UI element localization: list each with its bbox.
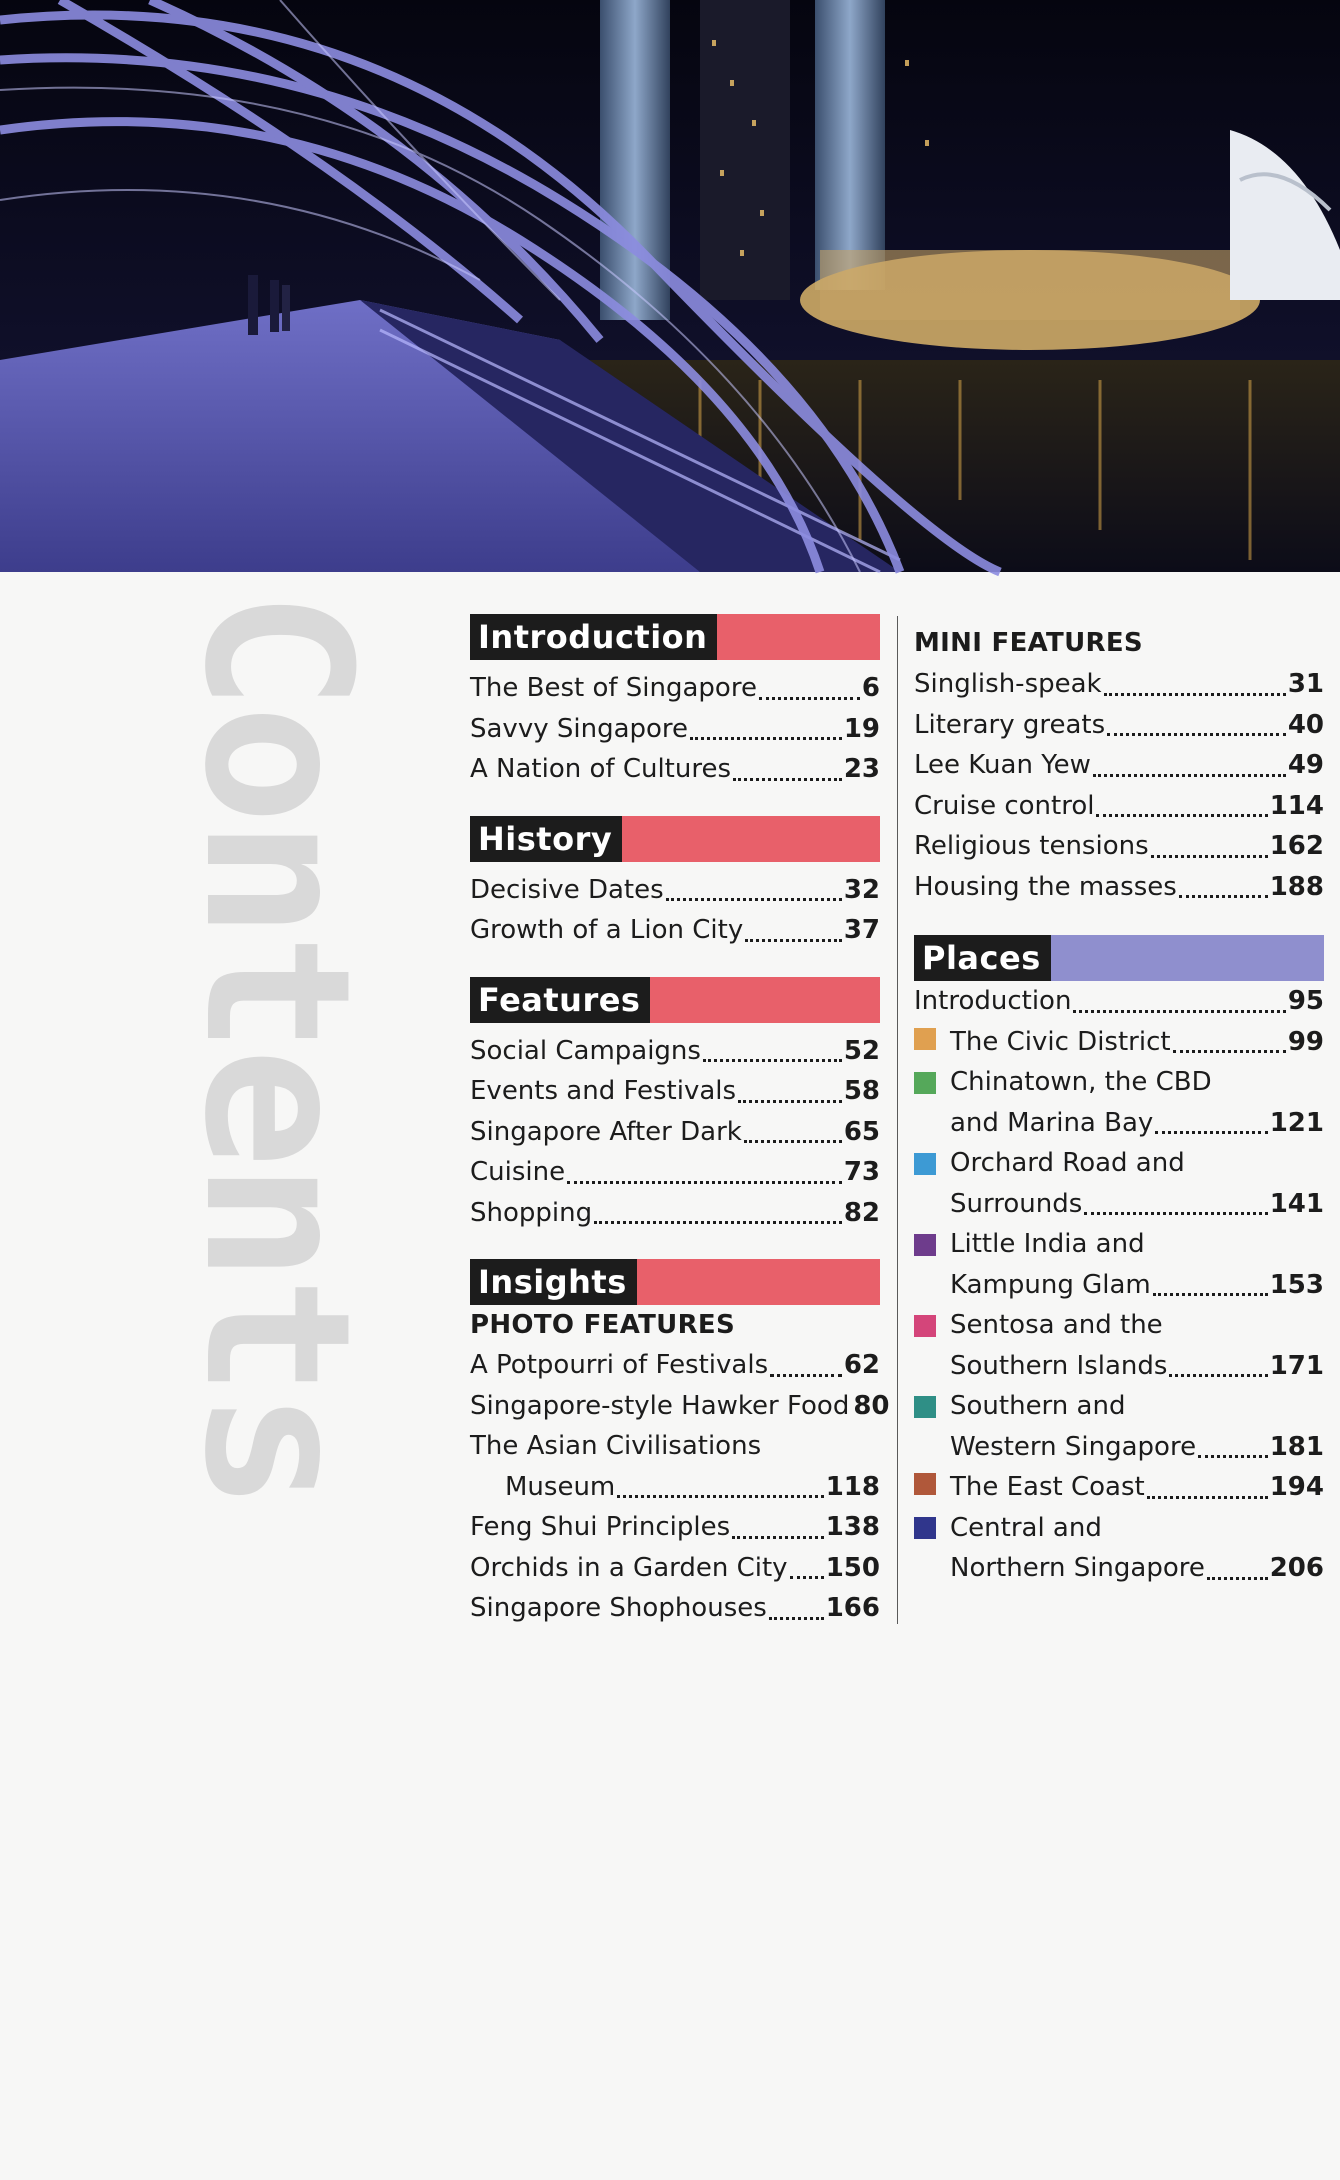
toc-entry[interactable] [470,1386,890,1427]
entry-title: Religious tensions [914,831,1149,861]
page-number: 194 [1269,1472,1324,1502]
toc-entry-line1[interactable]: The Asian Civilisations [470,1431,762,1461]
toc-entry[interactable] [470,1031,880,1072]
section-places [914,935,1324,1589]
contents-title-text: Contents [160,590,393,1506]
toc-entry-place-line2[interactable] [914,1265,1324,1306]
entry-title: Growth of a Lion City [470,915,744,945]
section-title: Places [914,935,1051,981]
leader-dots [567,1181,842,1184]
entry-title: Orchard Road and [950,1148,1185,1178]
page-number: 65 [843,1116,880,1147]
toc-entry[interactable] [914,826,1324,867]
toc-entry[interactable] [470,870,880,911]
toc-entry[interactable] [914,867,1324,908]
section-history [470,816,880,951]
toc-entry-place-line1[interactable] [914,1508,1324,1549]
leader-dots [1104,693,1286,696]
region-color-swatch [914,1234,936,1256]
entry-title: Sentosa and the [950,1310,1163,1340]
entry-title: Surrounds [950,1188,1083,1219]
toc-entry-place-line1[interactable] [914,1224,1324,1265]
mini-features-subhead: MINI FEATURES [914,628,1143,658]
entry-title: Events and Festivals [470,1076,737,1106]
page-number: 80 [853,1390,890,1421]
leader-dots [732,1536,824,1539]
page-number: 181 [1269,1431,1324,1462]
entry-title: Western Singapore [950,1431,1197,1462]
entry-title: The Civic District [950,1026,1171,1057]
entry-title: Southern and [950,1391,1126,1421]
leader-dots [1169,1374,1267,1377]
toc-entry[interactable] [914,981,1324,1022]
section-introduction [470,614,880,790]
leader-dots [1107,733,1286,736]
page-number: 37 [843,915,880,945]
entry-title: Housing the masses [914,871,1177,902]
entry-title: Lee Kuan Yew [914,750,1091,780]
toc-entry-continuation[interactable] [470,1467,880,1508]
entry-title: Singlish-speak [914,669,1102,699]
contents-vertical-title [160,590,393,1506]
section-header-introduction [470,614,880,660]
entry-title: Decisive Dates [470,874,664,905]
leader-dots [617,1495,823,1498]
toc-entry-place-line1[interactable] [914,1143,1324,1184]
toc-entry-place-line2[interactable] [914,1103,1324,1144]
entry-title: Chinatown, the CBD [950,1067,1212,1097]
leader-dots [1093,774,1286,777]
leader-dots [1147,1496,1268,1499]
toc-entry[interactable] [470,1548,880,1589]
toc-entry[interactable] [470,1112,880,1153]
region-color-swatch [914,1396,936,1418]
toc-entry[interactable] [470,1152,880,1193]
toc-entry[interactable] [914,705,1324,746]
entry-title: Museum [505,1471,616,1502]
page-number: 118 [825,1471,880,1502]
leader-dots [790,1576,824,1579]
leader-dots [759,697,860,700]
page-number: 121 [1269,1107,1324,1138]
region-color-swatch [914,1517,936,1539]
page-number: 49 [1287,750,1324,780]
page-number: 153 [1269,1269,1324,1300]
page-number: 6 [861,673,880,703]
leader-dots [666,898,842,901]
entry-title: Social Campaigns [470,1035,701,1066]
entry-title: Feng Shui Principles [470,1512,731,1542]
region-color-swatch [914,1473,936,1495]
page-number: 62 [843,1350,880,1380]
toc-entry-place-line2[interactable] [914,1427,1324,1468]
photo-features-subhead: PHOTO FEATURES [470,1310,735,1340]
hero-photo [0,0,1340,572]
leader-dots [1073,1010,1285,1013]
section-title: Introduction [470,614,717,660]
page-number: 171 [1269,1350,1324,1381]
page-number: 99 [1287,1026,1324,1057]
section-features [470,977,880,1234]
entry-title: A Nation of Cultures [470,754,732,784]
page-number: 19 [843,713,880,744]
entry-title: Literary greats [914,709,1106,740]
section-title: History [470,816,622,862]
section-header-insights [470,1259,880,1305]
section-header-places [914,935,1324,981]
toc-entry[interactable] [914,664,1324,705]
page-number: 138 [825,1512,880,1542]
leader-dots [744,1140,842,1143]
page-number: 32 [843,874,880,905]
region-color-swatch [914,1028,936,1050]
toc-entry[interactable] [470,1507,880,1548]
leader-dots [690,737,842,740]
page-number: 52 [843,1035,880,1066]
page-number: 73 [843,1157,880,1187]
leader-dots [1207,1577,1268,1580]
section-title: Insights [470,1259,637,1305]
page-number: 166 [825,1593,880,1623]
leader-dots [1173,1050,1286,1053]
leader-dots [703,1059,842,1062]
entry-title: Shopping [470,1197,593,1228]
region-color-swatch [914,1153,936,1175]
toc-entry-place-line1[interactable] [914,1305,1324,1346]
page-number: 114 [1269,790,1324,821]
column-divider [897,616,898,1624]
page-number: 141 [1269,1188,1324,1219]
toc-entry-place-line2[interactable] [914,1548,1324,1589]
toc-entry-place-line1[interactable] [914,1386,1324,1427]
entry-title: Central and [950,1512,1102,1543]
entry-title: Singapore-style Hawker Food [470,1390,850,1421]
toc-entry[interactable] [914,745,1324,786]
section-insights [470,1259,890,1629]
page-number: 23 [843,754,880,784]
entry-title: Cuisine [470,1157,566,1187]
entry-title: Introduction [914,986,1072,1016]
leader-dots [738,1100,842,1103]
page-number: 40 [1287,709,1324,740]
entry-title: The East Coast [950,1472,1145,1502]
entry-title: Cruise control [914,790,1095,821]
toc-entry[interactable] [470,1588,880,1629]
toc-left-column [470,614,890,1655]
leader-dots [1151,855,1268,858]
toc-entry-place[interactable] [914,1022,1324,1063]
toc-entry[interactable] [914,786,1324,827]
leader-dots [1198,1455,1268,1458]
leader-dots [745,939,842,942]
leader-dots [1096,814,1267,817]
toc-entry[interactable] [470,1071,880,1112]
entry-title: Singapore After Dark [470,1116,742,1147]
page-number: 162 [1269,831,1324,861]
page-number: 188 [1269,871,1324,902]
leader-dots [769,1617,824,1620]
entry-title: Savvy Singapore [470,713,689,744]
show-through-ghost-text [450,1720,910,1790]
page-number: 58 [843,1076,880,1106]
entry-title: Kampung Glam [950,1269,1151,1300]
toc-right-column [914,614,1324,1615]
section-header-history [470,816,880,862]
entry-title: Southern Islands [950,1350,1168,1381]
page-number: 31 [1287,669,1324,699]
section-mini-features [914,614,1324,907]
entry-title: The Best of Singapore [470,673,757,703]
toc-entry-place-line2[interactable] [914,1346,1324,1387]
leader-dots [1153,1293,1268,1296]
leader-dots [733,778,842,781]
toc-entry[interactable] [470,749,880,790]
page-number: 82 [843,1197,880,1228]
leader-dots [1179,895,1268,898]
leader-dots [594,1221,842,1224]
section-header-features [470,977,880,1023]
page-number: 95 [1287,986,1324,1016]
leader-dots [770,1374,842,1377]
entry-title: Orchids in a Garden City [470,1552,788,1583]
toc-entry[interactable] [470,910,880,951]
toc-entry[interactable] [470,668,880,709]
toc-entry-place-line2[interactable] [914,1184,1324,1225]
toc-entry[interactable] [470,1193,880,1234]
region-color-swatch [914,1315,936,1337]
toc-entry[interactable] [470,1345,880,1386]
entry-title: Singapore Shophouses [470,1593,767,1623]
entry-title: Northern Singapore [950,1553,1205,1583]
entry-title: Little India and [950,1229,1145,1259]
toc-entry-place[interactable] [914,1467,1324,1508]
page-number: 206 [1269,1553,1324,1583]
section-title: Features [470,977,650,1023]
leader-dots [1155,1131,1267,1134]
helix-bridge-night-illustration [0,0,1340,572]
entry-title: and Marina Bay [950,1107,1154,1138]
region-color-swatch [914,1072,936,1094]
toc-entry[interactable] [470,709,880,750]
page-number: 150 [825,1552,880,1583]
entry-title: A Potpourri of Festivals [470,1350,769,1380]
leader-dots [1084,1212,1267,1215]
toc-entry-place-line1[interactable] [914,1062,1324,1103]
